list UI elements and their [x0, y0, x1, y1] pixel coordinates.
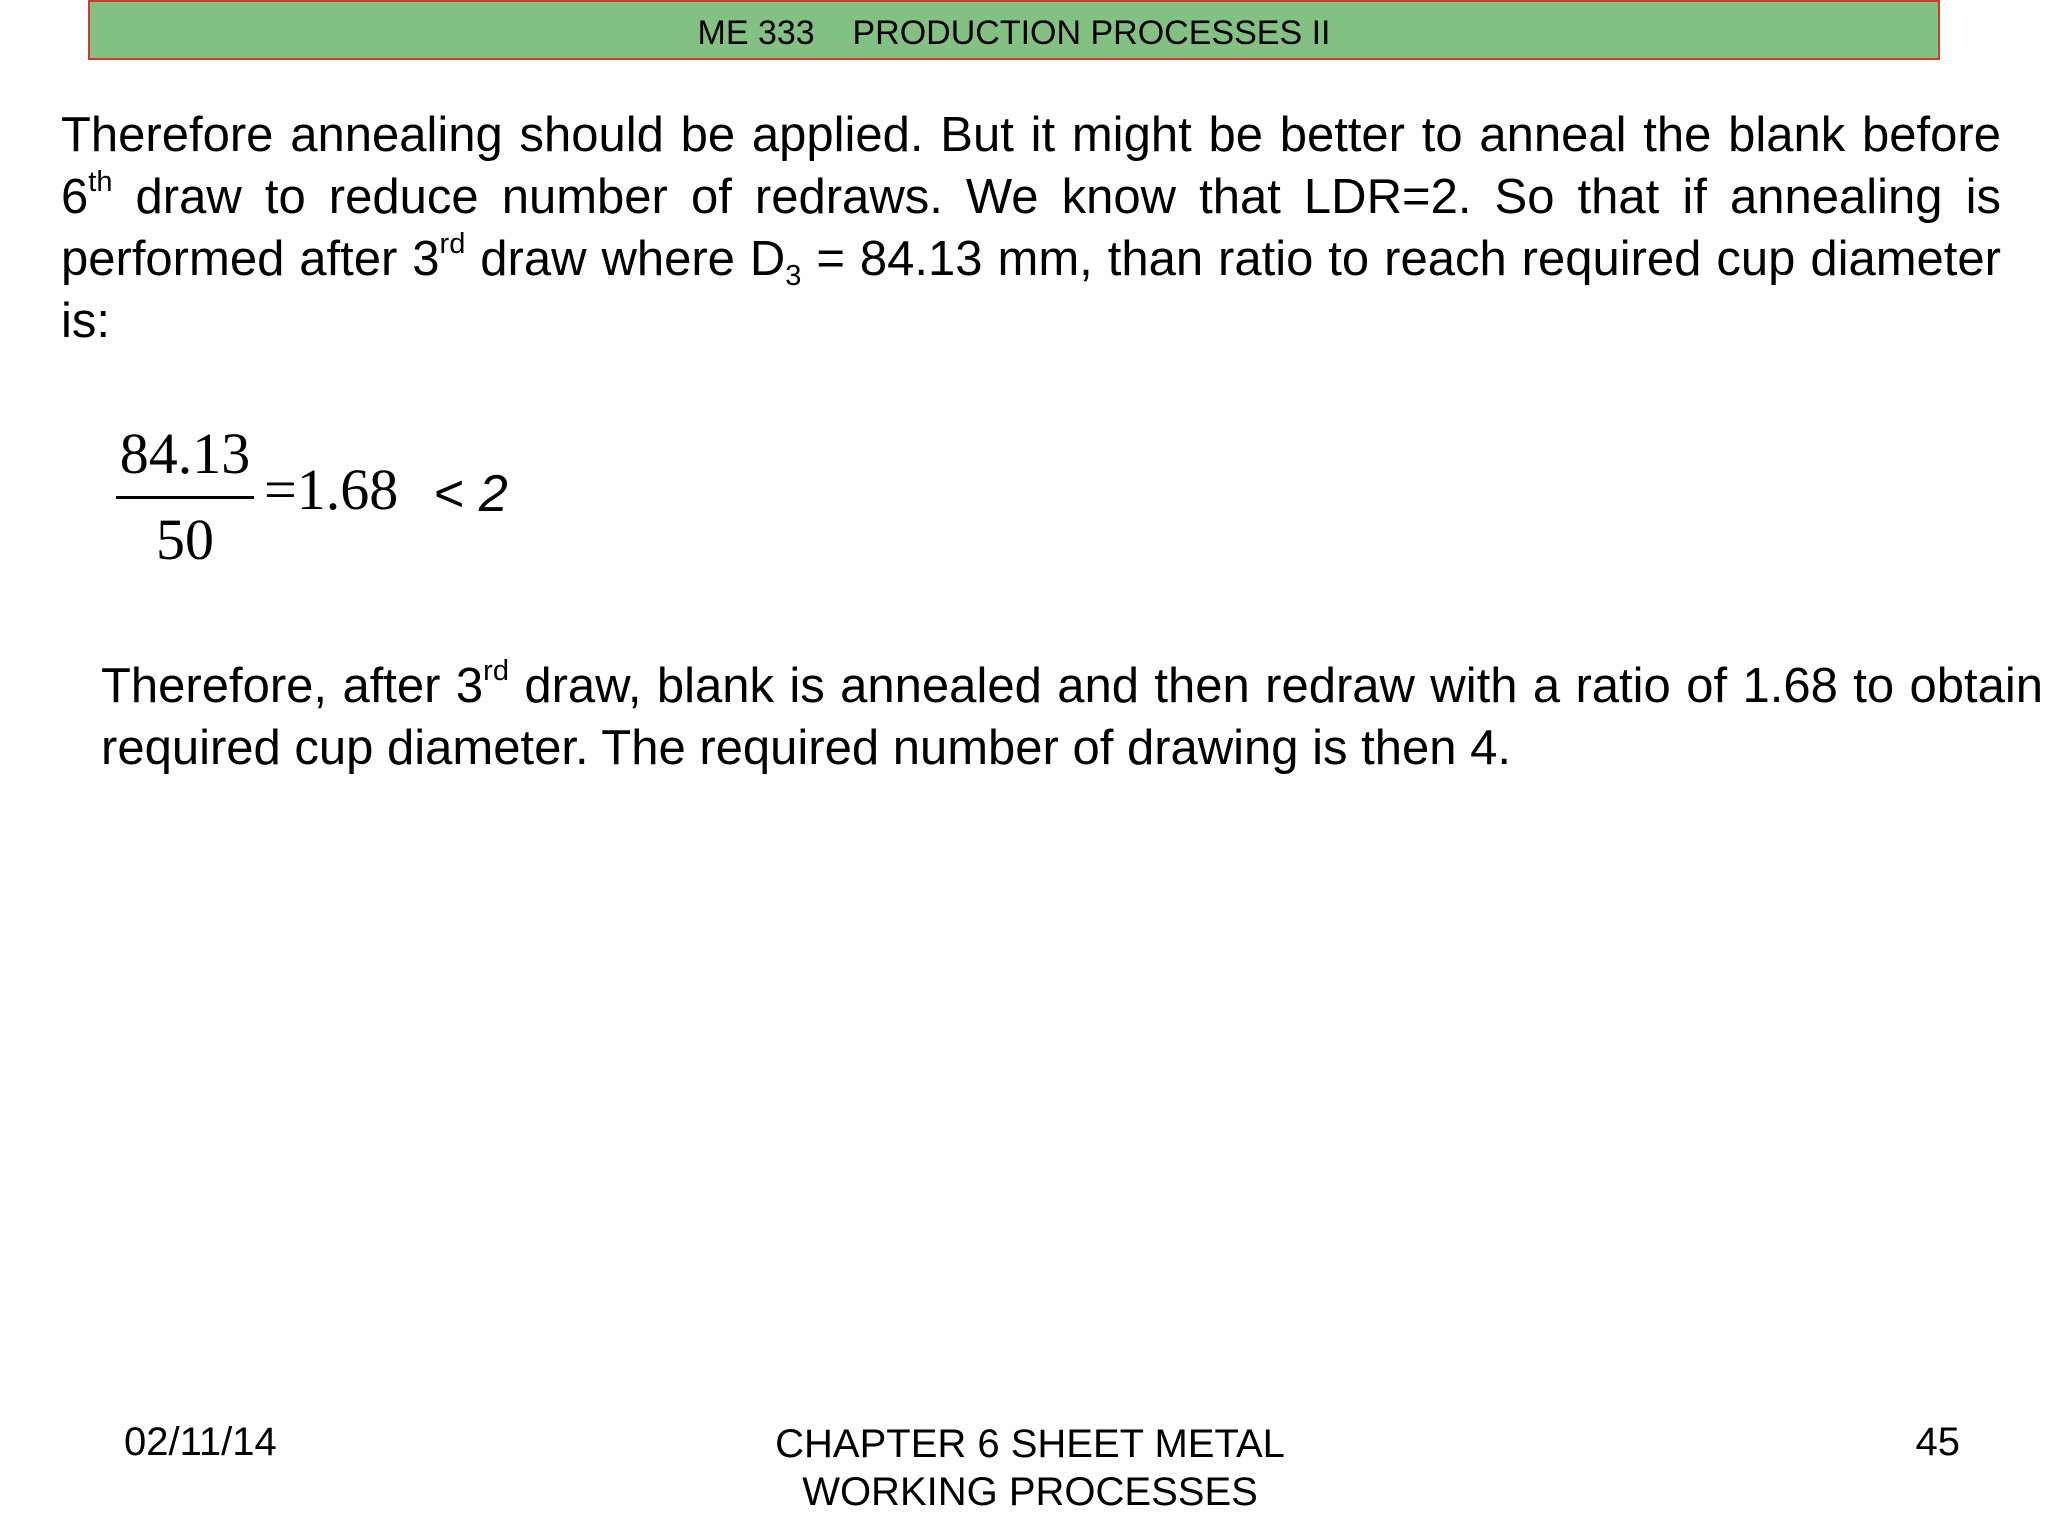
text-segment: draw, blank is annealed and then redraw with a ratio of 1.68 to obtain required cup diameter. The required number of drawing is then 4.: [101, 659, 2043, 775]
fraction-denominator: 50: [156, 507, 214, 572]
fraction: [116, 420, 254, 575]
superscript-rd: rd: [483, 655, 509, 687]
footer-date: 02/11/14: [124, 1420, 277, 1464]
less-than-sign: <: [434, 465, 465, 523]
superscript-th: th: [88, 166, 113, 198]
course-code: ME 333: [697, 14, 815, 52]
footer-chapter-line1: CHAPTER 6 SHEET METAL: [775, 1422, 1285, 1466]
course-title: PRODUCTION PROCESSES II: [852, 14, 1331, 52]
slide-number: 45: [1915, 1420, 1960, 1464]
paragraph-conclusion: [101, 655, 2043, 779]
text-segment: = 84.13 mm, than ratio to reach required cup diameter is:: [61, 232, 2001, 348]
text-segment: Therefore annealing should be applied. But it might be better to anneal the blank before 6: [61, 108, 2001, 224]
superscript-rd: rd: [439, 228, 466, 260]
subscript-3: 3: [785, 260, 802, 292]
text-segment: Therefore, after 3: [101, 659, 484, 713]
footer-chapter-line2: WORKING PROCESSES: [802, 1470, 1258, 1514]
footer-chapter: [680, 1420, 1380, 1516]
text-segment: draw to reduce number of redraws. We know that LDR=2. So that if annealing is performed after 3: [61, 170, 2001, 286]
formula-result: =1.68: [264, 457, 399, 522]
slide-header: [88, 0, 1940, 60]
formula-comparison: [434, 464, 508, 524]
fraction-numerator: 84.13: [119, 421, 251, 486]
ratio-formula: [112, 420, 532, 580]
comparison-bound: 2: [478, 465, 508, 523]
paragraph-annealing-intro: [61, 104, 2001, 352]
text-segment: draw where D: [465, 232, 786, 286]
fraction-bar: [116, 496, 254, 499]
